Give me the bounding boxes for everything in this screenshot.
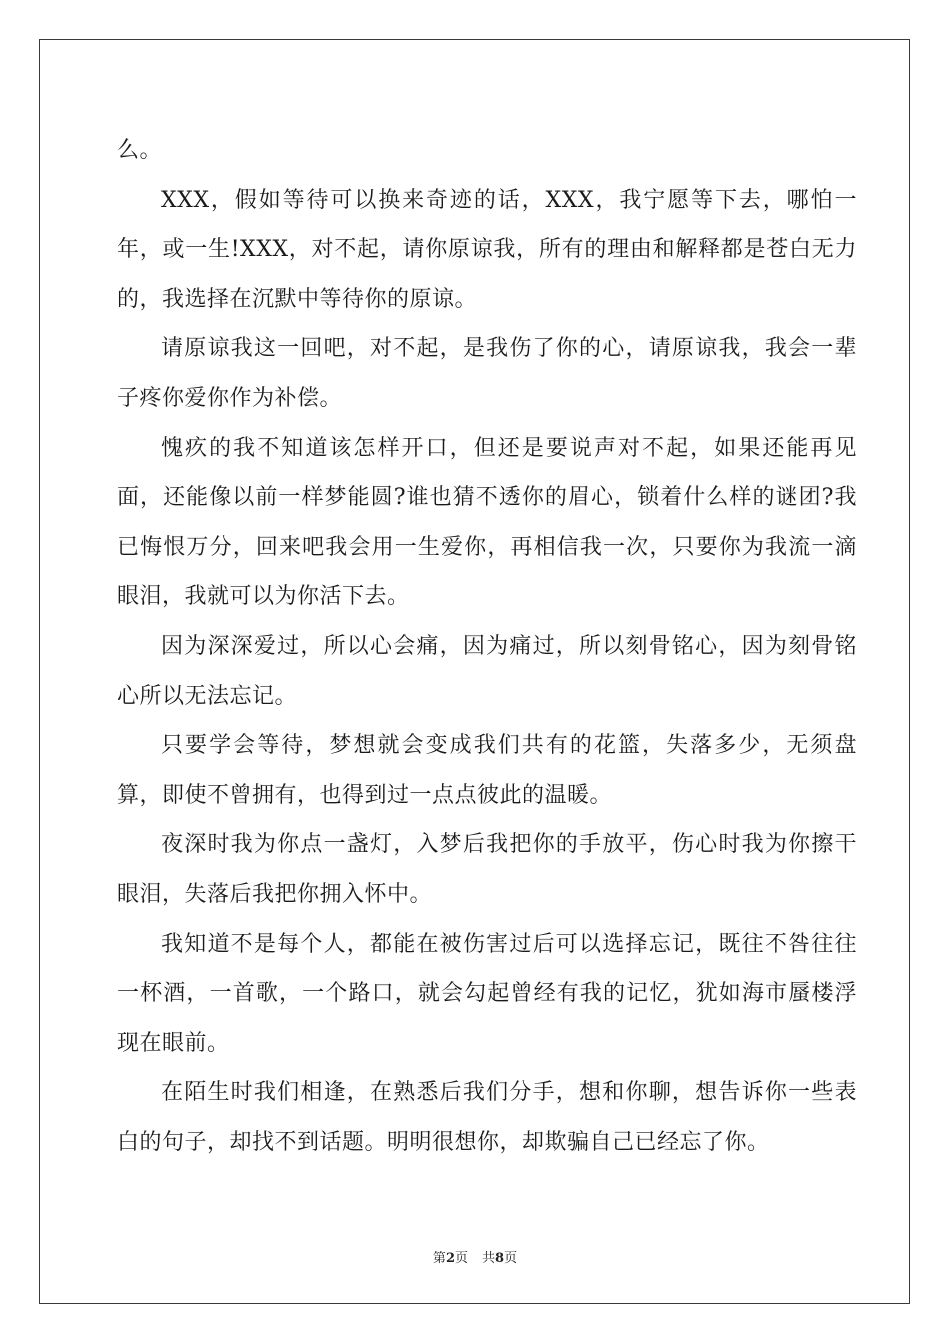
- paragraph-4: 愧疚的我不知道该怎样开口，但还是要说声对不起，如果还能再见面，还能像以前一样梦能圆?谁也猜不透你的眉心，锁着什么样的谜团?我已悔恨万分，回来吧我会用一生爱你，再相信我一次，只要你为我流一滴眼泪，我就可以为你活下去。: [117, 435, 857, 610]
- paragraph-8: 我知道不是每个人，都能在被伤害过后可以选择忘记，既往不咎往往一杯酒，一首歌，一个路口，就会勾起曾经有我的记忆，犹如海市蜃楼浮现在眼前。: [117, 931, 857, 1056]
- total-page-number: 8: [495, 1251, 505, 1266]
- total-prefix: 共: [482, 1251, 496, 1266]
- page-footer: [0, 1247, 950, 1266]
- paragraph-5: 因为深深爱过，所以心会痛，因为痛过，所以刻骨铭心，因为刻骨铭心所以无法忘记。: [117, 633, 857, 709]
- page-suffix: 页: [454, 1251, 468, 1266]
- paragraph-3: 请原谅我这一回吧，对不起，是我伤了你的心，请原谅我，我会一辈子疼你爱你作为补偿。: [117, 336, 857, 411]
- paragraph-9: 在陌生时我们相逢，在熟悉后我们分手，想和你聊，想告诉你一些表白的句子，却找不到话题。明明很想你，却欺骗自己已经忘了你。: [117, 1080, 857, 1155]
- paragraph-1: 么。: [117, 138, 163, 163]
- page-prefix: 第: [432, 1251, 446, 1266]
- document-body: [117, 126, 857, 1167]
- paragraph-2: XXX，假如等待可以换来奇迹的话，XXX，我宁愿等下去，哪怕一年，或一生!XXX，对不起，请你原谅我，所有的理由和解释都是苍白无力的，我选择在沉默中等待你的原谅。: [117, 187, 857, 312]
- paragraph-7: 夜深时我为你点一盏灯，入梦后我把你的手放平，伤心时我为你擦干眼泪，失落后我把你拥入怀中。: [117, 832, 857, 907]
- total-suffix: 页: [504, 1251, 518, 1266]
- current-page-number: 2: [445, 1251, 455, 1266]
- paragraph-6: 只要学会等待，梦想就会变成我们共有的花篮，失落多少，无须盘算，即使不曾拥有，也得到过一点点彼此的温暖。: [117, 733, 857, 808]
